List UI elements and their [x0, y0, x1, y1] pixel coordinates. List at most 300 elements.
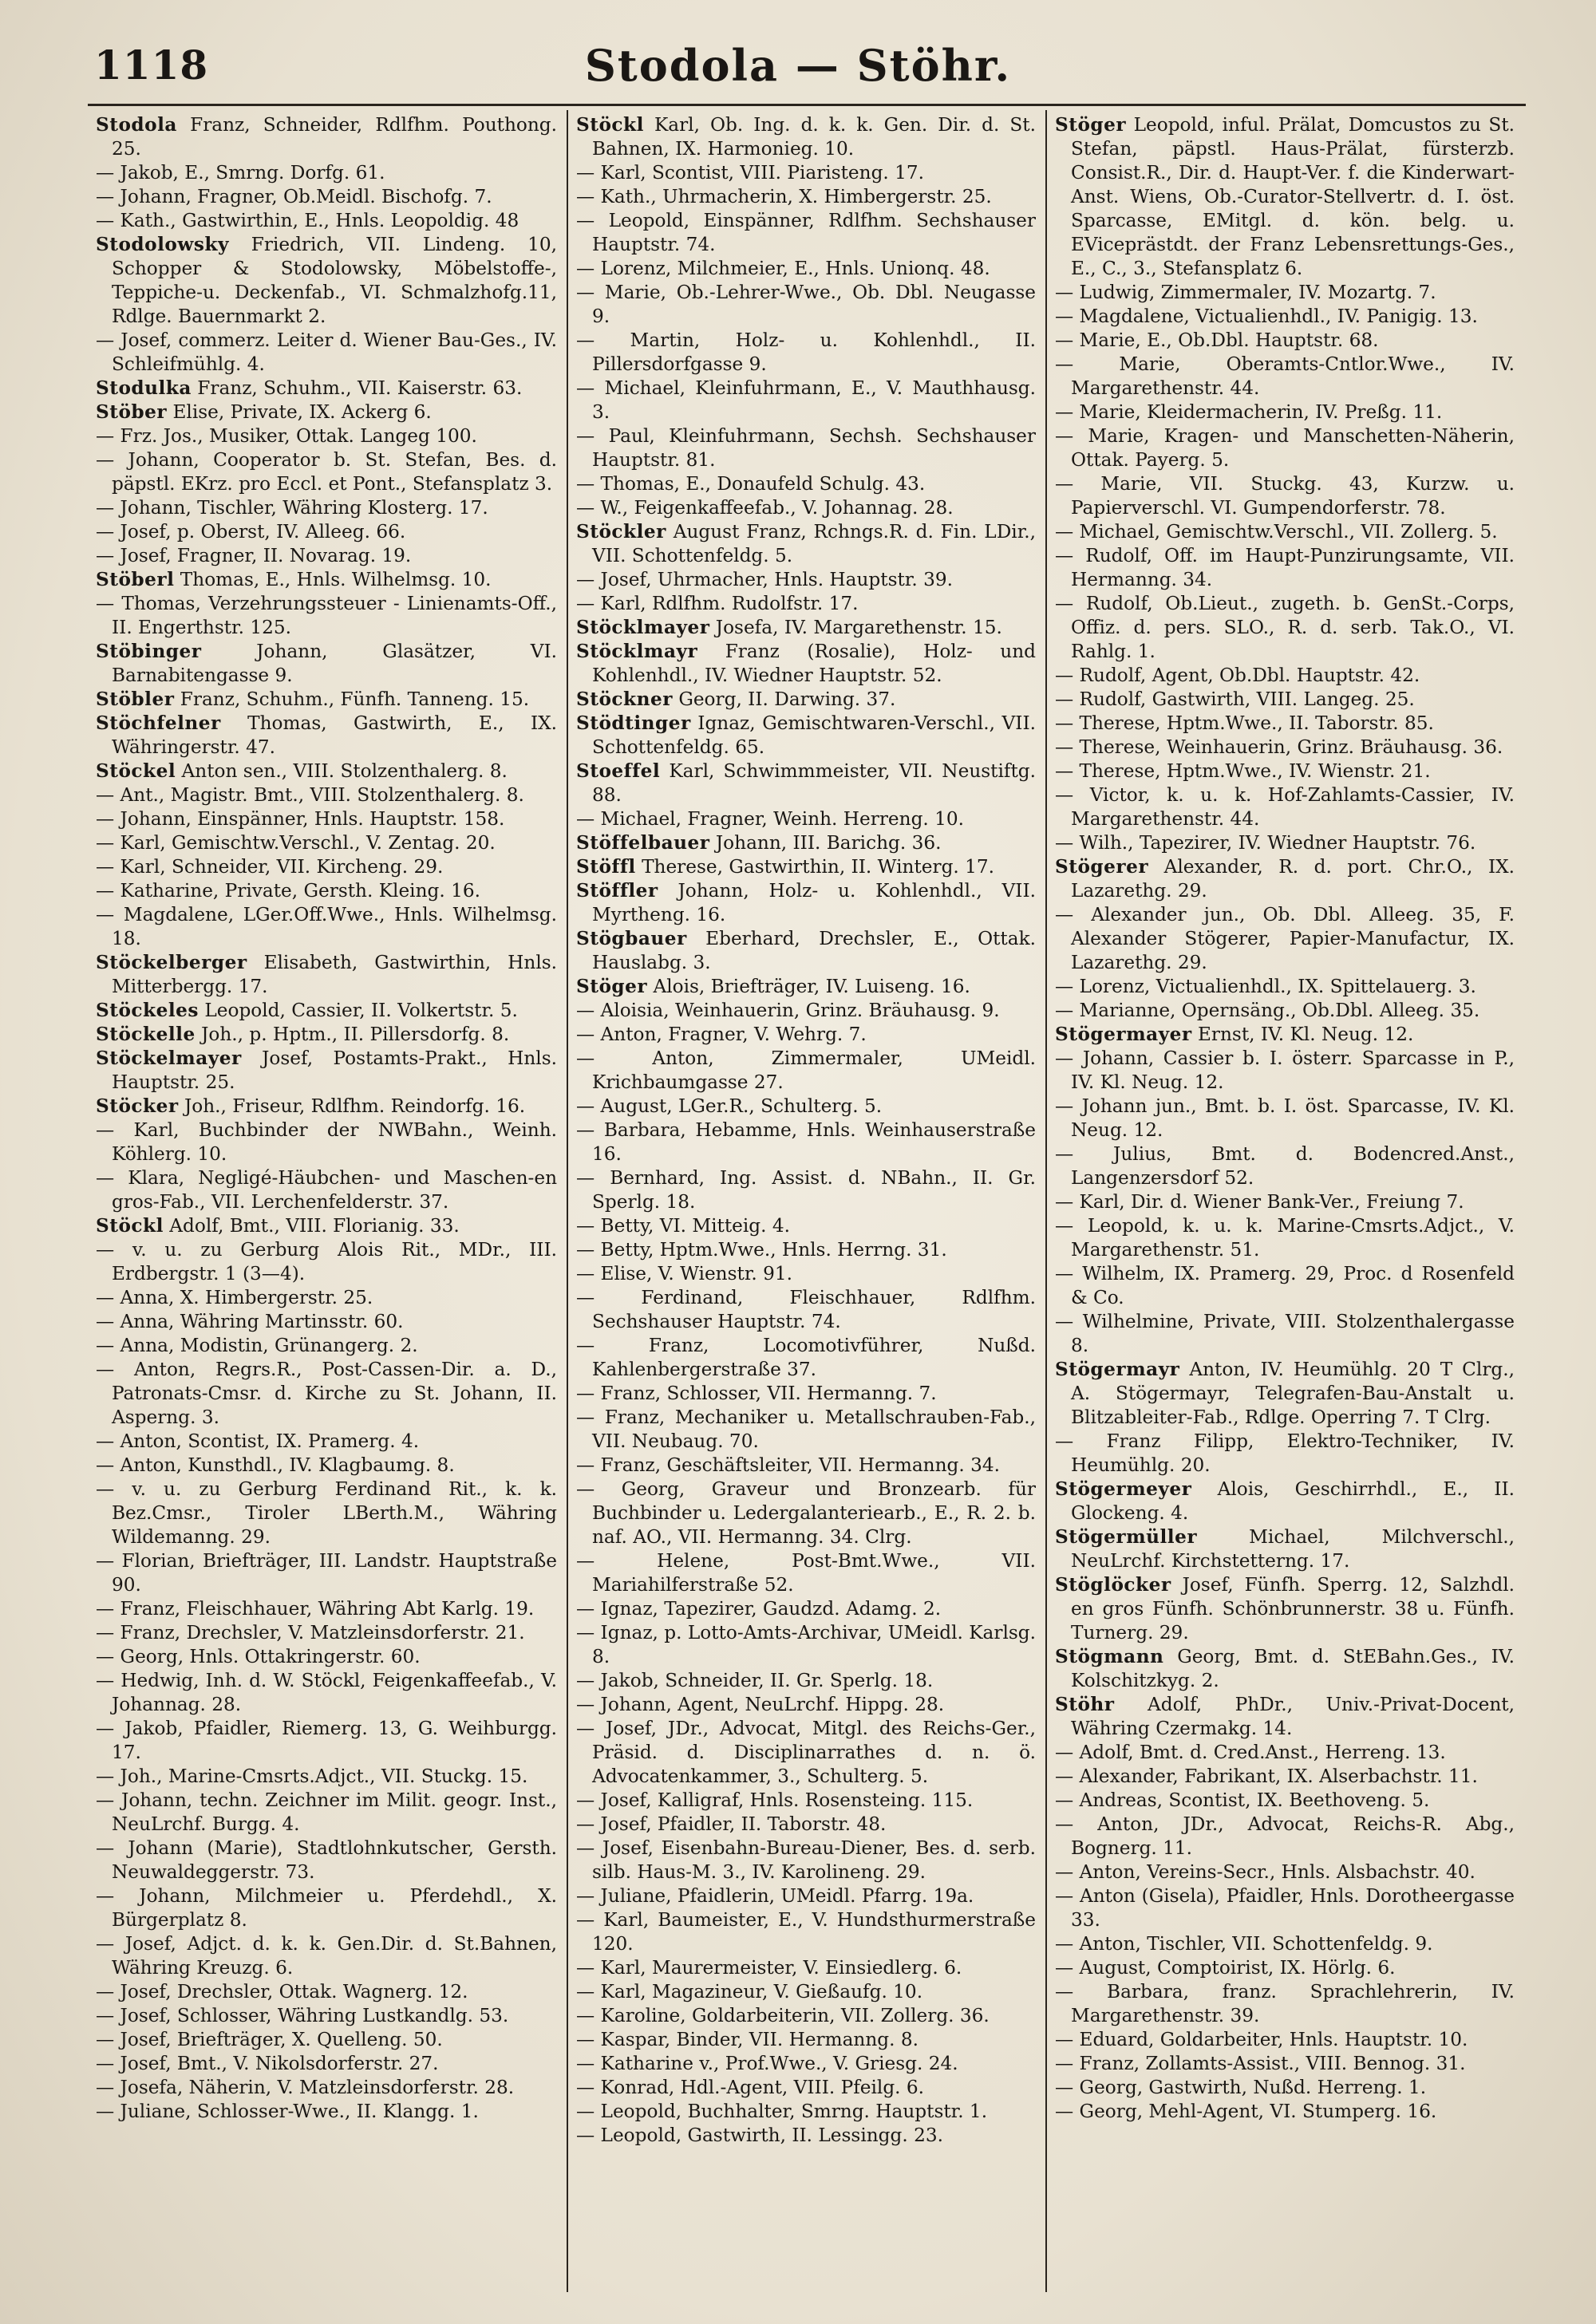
- directory-entry: [576, 2076, 1036, 2100]
- directory-entry: [96, 1932, 557, 1980]
- directory-entry: [96, 712, 557, 760]
- entry-details: — Kath., Gastwirthin, E., Hnls. Leopoldig. 48: [96, 210, 519, 231]
- directory-entry: [96, 568, 557, 592]
- entry-details: — Josef, Schlosser, Währing Lustkandlg. 53.: [96, 2005, 509, 2026]
- entry-surname: Stöffler: [576, 880, 658, 902]
- entry-details: — Karl, Buchbinder der NWBahn., Weinh. Köhlerg. 10.: [96, 1119, 557, 1165]
- directory-entry: [1055, 1860, 1515, 1884]
- entry-details: — Georg, Gastwirth, Nußd. Herreng. 1.: [1055, 2077, 1427, 2098]
- entry-details: — Kath., Uhrmacherin, X. Himbergerstr. 25.: [576, 186, 992, 207]
- entry-details: — Therese, Hptm.Wwe., II. Taborstr. 85.: [1055, 712, 1434, 734]
- entry-details: Franz, Schneider, Rdlfhm. Pouthong. 25.: [112, 114, 557, 160]
- entry-details: — August, Comptoirist, IX. Hörlg. 6.: [1055, 1957, 1396, 1979]
- entry-details: Friedrich, VII. Lindeng. 10, Schopper & Stodolowsky, Möbelstoffe-, Teppiche-u. Deckenfab., VI. Schmalzhofg.11, Rdlge. Bauernmarkt 2.: [112, 234, 557, 327]
- directory-entry: [1055, 1884, 1515, 1932]
- entry-details: — Michael, Fragner, Weinh. Herreng. 10.: [576, 808, 965, 830]
- entry-details: — Anna, Modistin, Grünangerg. 2.: [96, 1335, 418, 1356]
- entry-details: Therese, Gastwirthin, II. Winterg. 17.: [642, 856, 995, 878]
- entry-details: Georg, Bmt. d. StEBahn.Ges., IV. Kolschitzkyg. 2.: [1071, 1646, 1515, 1691]
- directory-entry: [96, 1478, 557, 1549]
- directory-entry: [1055, 1693, 1515, 1741]
- entry-details: — Leopold, Buchhalter, Smrng. Hauptstr. 1.: [576, 2101, 988, 2122]
- directory-entry: [576, 1813, 1036, 1837]
- directory-entry: [96, 688, 557, 712]
- entry-surname: Stöffelbauer: [576, 832, 710, 854]
- directory-entry: [576, 975, 1036, 999]
- entry-details: — Josef, Bmt., V. Nikolsdorferstr. 27.: [96, 2053, 439, 2074]
- directory-entry: [96, 1789, 557, 1837]
- directory-entry: [1055, 400, 1515, 424]
- entry-surname: Stöger: [1055, 114, 1127, 136]
- directory-columns: [88, 110, 1526, 2292]
- directory-entry: [1055, 544, 1515, 592]
- directory-entry: [1055, 760, 1515, 783]
- directory-entry: [576, 113, 1036, 161]
- entry-details: — Frz. Jos., Musiker, Ottak. Langeg 100.: [96, 425, 477, 447]
- entry-details: — Martin, Holz- u. Kohlenhdl., II. Pillersdorfgasse 9.: [576, 329, 1036, 375]
- entry-surname: Stöber: [96, 401, 168, 423]
- directory-entry: [576, 1908, 1036, 1956]
- directory-entry: [576, 1214, 1036, 1238]
- directory-entry: [576, 1166, 1036, 1214]
- entry-details: — Victor, k. u. k. Hof-Zahlamts-Cassier, IV. Margarethenstr. 44.: [1055, 784, 1515, 830]
- directory-entry: [576, 1262, 1036, 1286]
- entry-details: Anton, IV. Heumühlg. 20 T Clrg., A. Stögermayr, Telegrafen-Bau-Anstalt u. Blitzableiter-Fab., Rdlge. Operring 7. T Clrg.: [1071, 1359, 1515, 1428]
- column-2: [567, 110, 1045, 2292]
- entry-details: Alois, Briefträger, IV. Luiseng. 16.: [653, 976, 970, 997]
- directory-entry: [576, 424, 1036, 472]
- entry-details: Ernst, IV. Kl. Neug. 12.: [1197, 1024, 1414, 1045]
- entry-surname: Stöger: [576, 976, 648, 997]
- entry-surname: Stögerer: [1055, 856, 1149, 878]
- directory-entry: [96, 161, 557, 185]
- entry-surname: Stödtinger: [576, 712, 691, 734]
- entry-details: — Anton (Gisela), Pfaidler, Hnls. Dorotheergasse 33.: [1055, 1885, 1515, 1931]
- directory-entry: [1055, 305, 1515, 329]
- directory-entry: [96, 1884, 557, 1932]
- entry-details: — Johann jun., Bmt. b. I. öst. Sparcasse, IV. Kl. Neug. 12.: [1055, 1095, 1515, 1141]
- entry-details: Elisabeth, Gastwirthin, Hnls. Mitterbergg. 17.: [112, 952, 558, 997]
- entry-details: — Juliane, Pfaidlerin, UMeidl. Pfarrg. 19a.: [576, 1885, 974, 1907]
- running-head: Stodola — Stöhr.: [584, 40, 1012, 91]
- entry-details: — Anton, Scontist, IX. Pramerg. 4.: [96, 1430, 420, 1452]
- directory-entry: [576, 209, 1036, 257]
- entry-details: — Anna, X. Himbergerstr. 25.: [96, 1287, 373, 1308]
- directory-entry: [576, 1621, 1036, 1669]
- directory-entry: [576, 1382, 1036, 1406]
- directory-entry: [1055, 1813, 1515, 1860]
- directory-entry: [96, 496, 557, 520]
- entry-details: Franz, Schuhm., VII. Kaiserstr. 63.: [197, 377, 523, 399]
- directory-entry: [576, 640, 1036, 688]
- directory-entry: [96, 1310, 557, 1334]
- directory-entry: [1055, 688, 1515, 712]
- entry-details: — Florian, Briefträger, III. Landstr. Hauptstraße 90.: [96, 1550, 557, 1596]
- entry-details: — Johann, techn. Zeichner im Milit. geogr. Inst., NeuLrchf. Burgg. 4.: [96, 1789, 557, 1835]
- directory-entry: [1055, 1142, 1515, 1190]
- entry-details: — Jakob, Schneider, II. Gr. Sperlg. 18.: [576, 1670, 934, 1691]
- directory-entry: [1055, 1430, 1515, 1478]
- entry-details: Johann, III. Barichg. 36.: [715, 832, 942, 854]
- directory-entry: [96, 1334, 557, 1358]
- directory-entry: [96, 448, 557, 496]
- directory-entry: [576, 879, 1036, 927]
- entry-details: Elise, Private, IX. Ackerg 6.: [172, 401, 432, 423]
- directory-entry: [96, 1645, 557, 1669]
- entry-details: — Georg, Graveur und Bronzearb. für Buchbinder u. Ledergalanteriearb., E., R. 2. b. naf. AO., VII. Hermanng. 34. Clrg.: [576, 1478, 1036, 1548]
- directory-entry: [576, 1549, 1036, 1597]
- entry-details: — Anton, Vereins-Secr., Hnls. Alsbachstr. 40.: [1055, 1861, 1476, 1883]
- directory-entry: [576, 688, 1036, 712]
- directory-entry: [576, 281, 1036, 329]
- directory-entry: [96, 903, 557, 951]
- directory-entry: [576, 1095, 1036, 1119]
- entry-details: — Josef, Drechsler, Ottak. Wagnerg. 12.: [96, 1981, 468, 2002]
- entry-surname: Stöbler: [96, 689, 175, 710]
- directory-entry: [96, 879, 557, 903]
- entry-surname: Stöckel: [96, 760, 176, 782]
- directory-entry: [576, 712, 1036, 760]
- directory-entry: [576, 1597, 1036, 1621]
- directory-entry: [576, 1717, 1036, 1789]
- entry-details: — v. u. zu Gerburg Alois Rit., MDr., III. Erdbergstr. 1 (3—4).: [96, 1239, 557, 1284]
- entry-surname: Stöckl: [96, 1215, 164, 1237]
- directory-entry: [576, 329, 1036, 377]
- entry-details: Thomas, Gastwirth, E., IX. Währingerstr. 47.: [112, 712, 557, 758]
- directory-entry: [96, 831, 557, 855]
- directory-entry: [96, 1166, 557, 1214]
- entry-surname: Stögmann: [1055, 1646, 1164, 1667]
- entry-surname: Stöckelmayer: [96, 1048, 242, 1069]
- directory-entry: [1055, 1765, 1515, 1789]
- directory-entry: [96, 1837, 557, 1884]
- entry-details: — Helene, Post-Bmt.Wwe., VII. Mariahilferstraße 52.: [576, 1550, 1036, 1596]
- entry-details: — Johann, Tischler, Währing Klosterg. 17.: [96, 497, 488, 519]
- entry-details: — Karoline, Goldarbeiterin, VII. Zollerg. 36.: [576, 2005, 990, 2026]
- directory-entry: [576, 1837, 1036, 1884]
- directory-entry: [576, 1334, 1036, 1382]
- directory-entry: [576, 1956, 1036, 1980]
- directory-entry: [1055, 1573, 1515, 1645]
- directory-entry: [576, 1693, 1036, 1717]
- directory-entry: [1055, 1645, 1515, 1693]
- entry-details: — Ferdinand, Fleischhauer, Rdlfhm. Sechshauser Hauptstr. 74.: [576, 1287, 1036, 1332]
- directory-entry: [1055, 424, 1515, 472]
- directory-entry: [96, 760, 557, 783]
- directory-entry: [576, 520, 1036, 568]
- entry-surname: Stöckner: [576, 689, 673, 710]
- entry-details: — Barbara, franz. Sprachlehrerin, IV. Margarethenstr. 39.: [1055, 1981, 1515, 2026]
- entry-surname: Stöcker: [96, 1095, 179, 1117]
- entry-surname: Stodolowsky: [96, 234, 229, 255]
- entry-details: — Josef, Pfaidler, II. Taborstr. 48.: [576, 1813, 887, 1835]
- directory-entry: [1055, 1047, 1515, 1095]
- entry-details: — Anton, Fragner, V. Wehrg. 7.: [576, 1024, 867, 1045]
- directory-entry: [576, 855, 1036, 879]
- entry-details: — Wilhelm, IX. Pramerg. 29, Proc. d Rosenfeld & Co.: [1055, 1263, 1515, 1308]
- directory-entry: [96, 544, 557, 568]
- directory-entry: [576, 377, 1036, 424]
- entry-surname: Stodulka: [96, 377, 192, 399]
- entry-surname: Stöglöcker: [1055, 1574, 1171, 1596]
- entry-details: — Georg, Hnls. Ottakringerstr. 60.: [96, 1646, 421, 1667]
- entry-details: — Franz, Geschäftsleiter, VII. Hermanng. 34.: [576, 1454, 1000, 1476]
- header-rule: [88, 104, 1526, 106]
- directory-entry: [96, 1095, 557, 1119]
- directory-entry: [576, 2052, 1036, 2076]
- entry-details: — W., Feigenkaffeefab., V. Johannag. 28.: [576, 497, 954, 519]
- entry-details: — Lorenz, Victualienhdl., IX. Spittelauerg. 3.: [1055, 976, 1476, 997]
- entry-details: — Jakob, E., Smrng. Dorfg. 61.: [96, 162, 385, 183]
- directory-entry: [1055, 2076, 1515, 2100]
- page-number: 1118: [94, 41, 209, 89]
- directory-entry: [96, 209, 557, 233]
- directory-entry: [1055, 1023, 1515, 1047]
- entry-details: — Josef, Fragner, II. Novarag. 19.: [96, 545, 412, 566]
- entry-surname: Stögermüller: [1055, 1526, 1198, 1548]
- entry-details: — Thomas, Verzehrungssteuer - Linienamts-Off., II. Engerthstr. 125.: [96, 593, 557, 638]
- directory-entry: [96, 1286, 557, 1310]
- entry-details: — Anton, JDr., Advocat, Reichs-R. Abg., Bognerg. 11.: [1055, 1813, 1515, 1859]
- directory-entry: [576, 496, 1036, 520]
- directory-entry: [576, 2028, 1036, 2052]
- entry-details: Karl, Schwimmmeister, VII. Neustiftg. 88.: [592, 760, 1036, 806]
- entry-details: — Georg, Mehl-Agent, VI. Stumperg. 16.: [1055, 2101, 1437, 2122]
- entry-details: — Magdalene, Victualienhdl., IV. Panigig. 13.: [1055, 306, 1478, 327]
- directory-entry: [96, 1549, 557, 1597]
- entry-details: — Anton, Kunsthdl., IV. Klagbaumg. 8.: [96, 1454, 455, 1476]
- directory-entry: [1055, 2052, 1515, 2076]
- entry-surname: Stögermayr: [1055, 1359, 1180, 1380]
- entry-details: Thomas, E., Hnls. Wilhelmsg. 10.: [180, 569, 492, 590]
- directory-entry: [96, 1717, 557, 1765]
- entry-details: — Thomas, E., Donaufeld Schulg. 43.: [576, 473, 926, 495]
- entry-details: — Leopold, Einspänner, Rdlfhm. Sechshauser Hauptstr. 74.: [576, 210, 1036, 255]
- directory-entry: [1055, 999, 1515, 1023]
- directory-entry: [1055, 1741, 1515, 1765]
- directory-entry: [576, 1023, 1036, 1047]
- entry-details: Ignaz, Gemischtwaren-Verschl., VII. Schottenfeldg. 65.: [592, 712, 1036, 758]
- entry-details: — Karl, Dir. d. Wiener Bank-Ver., Freiung 7.: [1055, 1191, 1464, 1213]
- directory-entry: [96, 1023, 557, 1047]
- entry-details: — Johann, Milchmeier u. Pferdehdl., X. Bürgerplatz 8.: [96, 1885, 557, 1931]
- entry-details: — Anton, Tischler, VII. Schottenfeldg. 9.: [1055, 1933, 1433, 1955]
- entry-surname: Stögermeyer: [1055, 1478, 1192, 1500]
- entry-details: — Leopold, Gastwirth, II. Lessingg. 23.: [576, 2125, 943, 2146]
- directory-entry: [96, 783, 557, 807]
- entry-details: Michael, Milchverschl., NeuLrchf. Kirchstetterng. 17.: [1071, 1526, 1515, 1572]
- entry-details: Leopold, Cassier, II. Volkertstr. 5.: [204, 1000, 518, 1021]
- directory-entry: [96, 2100, 557, 2124]
- entry-details: August Franz, Rchngs.R. d. Fin. LDir., VII. Schottenfeldg. 5.: [592, 521, 1036, 566]
- entry-details: — Aloisia, Weinhauerin, Grinz. Bräuhausg. 9.: [576, 1000, 1000, 1021]
- entry-details: — Ignaz, p. Lotto-Amts-Archivar, UMeidl. Karlsg. 8.: [576, 1622, 1036, 1667]
- entry-details: — Barbara, Hebamme, Hnls. Weinhauserstraße 16.: [576, 1119, 1036, 1165]
- directory-entry: [1055, 1214, 1515, 1262]
- entry-details: — Josef, p. Oberst, IV. Alleeg. 66.: [96, 521, 406, 543]
- directory-entry: [576, 161, 1036, 185]
- entry-details: — Eduard, Goldarbeiter, Hnls. Hauptstr. 10.: [1055, 2029, 1468, 2050]
- entry-details: Adolf, Bmt., VIII. Florianig. 33.: [169, 1215, 460, 1237]
- directory-entry: [96, 1597, 557, 1621]
- directory-entry: [1055, 1789, 1515, 1813]
- entry-details: — Marie, Ob.-Lehrer-Wwe., Ob. Dbl. Neugasse 9.: [576, 282, 1036, 327]
- directory-entry: [576, 760, 1036, 807]
- entry-details: — Rudolf, Off. im Haupt-Punzirungsamte, VII. Hermanng. 34.: [1055, 545, 1515, 590]
- entry-surname: Stöhr: [1055, 1694, 1115, 1715]
- entry-details: Joh., p. Hptm., II. Pillersdorfg. 8.: [201, 1024, 510, 1045]
- entry-details: — Ignaz, Tapezirer, Gaudzd. Adamg. 2.: [576, 1598, 942, 1620]
- entry-details: — Karl, Scontist, VIII. Piaristeng. 17.: [576, 162, 925, 183]
- entry-surname: Stöckler: [576, 521, 666, 543]
- directory-entry: [576, 1047, 1036, 1095]
- directory-entry: [96, 520, 557, 544]
- entry-details: Franz (Rosalie), Holz- und Kohlenhdl., IV. Wiedner Hauptstr. 52.: [592, 641, 1037, 686]
- directory-entry: [576, 185, 1036, 209]
- entry-details: — Wilhelmine, Private, VIII. Stolzenthalergasse 8.: [1055, 1311, 1515, 1356]
- entry-details: Josef, Fünfh. Sperrg. 12, Salzhdl. en gros Fünfh. Schönbrunnerstr. 38 u. Fünfh. Turnerg. 29.: [1071, 1574, 1515, 1643]
- entry-details: — Klara, Negligé-Häubchen- und Maschen-en gros-Fab., VII. Lerchenfelderstr. 37.: [96, 1167, 557, 1213]
- directory-entry: [576, 1478, 1036, 1549]
- entry-details: — Lorenz, Milchmeier, E., Hnls. Unionq. 48.: [576, 258, 990, 279]
- entry-details: — Wilh., Tapezirer, IV. Wiedner Hauptstr. 76.: [1055, 832, 1476, 854]
- directory-entry: [96, 1621, 557, 1645]
- entry-details: — Marianne, Opernsäng., Ob.Dbl. Alleeg. 35.: [1055, 1000, 1480, 1021]
- entry-details: Joh., Friseur, Rdlfhm. Reindorfg. 16.: [184, 1095, 526, 1117]
- directory-entry: [1055, 1932, 1515, 1956]
- entry-details: — Josef, Adjct. d. k. k. Gen.Dir. d. St.Bahnen, Währing Kreuzg. 6.: [96, 1933, 557, 1979]
- directory-entry: [576, 807, 1036, 831]
- entry-details: Johann, Glasätzer, VI. Barnabitengasse 9.: [112, 641, 557, 686]
- entry-details: — Michael, Gemischtw.Verschl., VII. Zollerg. 5.: [1055, 521, 1498, 543]
- entry-surname: Stöckelberger: [96, 952, 247, 973]
- directory-entry: [96, 592, 557, 640]
- entry-details: — Betty, Hptm.Wwe., Hnls. Herrng. 31.: [576, 1239, 947, 1261]
- entry-details: — Karl, Baumeister, E., V. Hundsthurmerstraße 120.: [576, 1909, 1036, 1955]
- entry-details: — Magdalene, LGer.Off.Wwe., Hnls. Wilhelmsg. 18.: [96, 904, 557, 949]
- directory-entry: [576, 1286, 1036, 1334]
- entry-details: — Josef, Briefträger, X. Quelleng. 50.: [96, 2029, 443, 2050]
- entry-details: — Marie, Kleidermacherin, IV. Preßg. 11.: [1055, 401, 1443, 423]
- entry-surname: Stöckelle: [96, 1024, 196, 1045]
- directory-entry: [96, 2052, 557, 2076]
- column-3: [1045, 110, 1524, 2292]
- directory-entry: [576, 257, 1036, 281]
- column-1: [88, 110, 567, 2292]
- entry-details: — Karl, Gemischtw.Verschl., V. Zentag. 20.: [96, 832, 496, 854]
- directory-entry: [96, 233, 557, 329]
- entry-surname: Stögermayer: [1055, 1024, 1192, 1045]
- entry-details: Anton sen., VIII. Stolzenthalerg. 8.: [181, 760, 508, 782]
- entry-details: — Juliane, Schlosser-Wwe., II. Klangg. 1.: [96, 2101, 479, 2122]
- entry-details: — Leopold, k. u. k. Marine-Cmsrts.Adjct., V. Margarethenstr. 51.: [1055, 1215, 1515, 1261]
- directory-entry: [576, 927, 1036, 975]
- directory-entry: [576, 568, 1036, 592]
- directory-entry: [96, 1214, 557, 1238]
- entry-details: — Rudolf, Gastwirth, VIII. Langeg. 25.: [1055, 689, 1415, 710]
- entry-details: — Elise, V. Wienstr. 91.: [576, 1263, 792, 1284]
- entry-details: Georg, II. Darwing. 37.: [678, 689, 896, 710]
- entry-details: — Johann (Marie), Stadtlohnkutscher, Gersth. Neuwaldeggerstr. 73.: [96, 1837, 557, 1883]
- entry-details: — Josef, JDr., Advocat, Mitgl. des Reichs-Ger., Präsid. d. Disciplinarrathes d. n. ö. Advocatenkammer, 3., Schulterg. 5.: [576, 1718, 1036, 1787]
- directory-entry: [576, 1454, 1036, 1478]
- directory-entry: [576, 1238, 1036, 1262]
- directory-entry: [576, 1119, 1036, 1166]
- entry-details: — Anna, Währing Martinsstr. 60.: [96, 1311, 404, 1332]
- directory-entry: [1055, 783, 1515, 831]
- entry-details: — v. u. zu Gerburg Ferdinand Rit., k. k. Bez.Cmsr., Tiroler LBerth.M., Währing Wildemanng. 29.: [96, 1478, 557, 1548]
- directory-entry: [1055, 1310, 1515, 1358]
- entry-details: — Johann, Agent, NeuLrchf. Hippg. 28.: [576, 1694, 945, 1715]
- directory-entry: [96, 855, 557, 879]
- entry-details: — Karl, Maurermeister, V. Einsiedlerg. 6.: [576, 1957, 962, 1979]
- entry-details: — Andreas, Scontist, IX. Beethoveng. 5.: [1055, 1789, 1430, 1811]
- directory-entry: [576, 592, 1036, 616]
- directory-entry: [96, 1358, 557, 1430]
- entry-surname: Stöckeles: [96, 1000, 199, 1021]
- entry-details: Adolf, PhDr., Univ.-Privat-Docent, Währing Czermakg. 14.: [1071, 1694, 1515, 1739]
- directory-entry: [1055, 353, 1515, 400]
- entry-details: — Johann, Cassier b. I. österr. Sparcasse in P., IV. Kl. Neug. 12.: [1055, 1048, 1515, 1093]
- directory-entry: [1055, 520, 1515, 544]
- entry-details: Josef, Postamts-Prakt., Hnls. Hauptstr. 25.: [112, 1048, 557, 1093]
- directory-entry: [96, 951, 557, 999]
- directory-entry: [96, 1454, 557, 1478]
- entry-details: — Marie, Oberamts-Cntlor.Wwe., IV. Margarethenstr. 44.: [1055, 353, 1515, 399]
- entry-details: — Josef, Eisenbahn-Bureau-Diener, Bes. d. serb. silb. Haus-M. 3., IV. Karolineng. 29.: [576, 1837, 1036, 1883]
- entry-details: — Marie, E., Ob.Dbl. Hauptstr. 68.: [1055, 329, 1379, 351]
- entry-details: — Anton, Zimmermaler, UMeidl. Krichbaumgasse 27.: [576, 1048, 1036, 1093]
- entry-details: — Alexander, Fabrikant, IX. Alserbachstr. 11.: [1055, 1766, 1478, 1787]
- entry-details: Karl, Ob. Ing. d. k. k. Gen. Dir. d. St. Bahnen, IX. Harmonieg. 10.: [592, 114, 1036, 160]
- entry-details: — Bernhard, Ing. Assist. d. NBahn., II. Gr. Sperlg. 18.: [576, 1167, 1036, 1213]
- entry-surname: Stöcklmayer: [576, 617, 710, 638]
- directory-entry: [1055, 329, 1515, 353]
- entry-details: — Betty, VI. Mitteig. 4.: [576, 1215, 791, 1237]
- directory-entry: [1055, 1478, 1515, 1525]
- directory-entry: [96, 1765, 557, 1789]
- directory-entry: [1055, 1190, 1515, 1214]
- entry-details: Alexander, R. d. port. Chr.O., IX. Lazarethg. 29.: [1071, 856, 1515, 902]
- directory-entry: [96, 377, 557, 400]
- directory-entry: [96, 1047, 557, 1095]
- entry-surname: Stöchfelner: [96, 712, 221, 734]
- entry-details: — Johann, Einspänner, Hnls. Hauptstr. 158.: [96, 808, 505, 830]
- entry-details: Alois, Geschirrhdl., E., II. Glockeng. 4.: [1071, 1478, 1515, 1524]
- entry-details: Franz, Schuhm., Fünfh. Tanneng. 15.: [180, 689, 530, 710]
- entry-details: — Anton, Regrs.R., Post-Cassen-Dir. a. D., Patronats-Cmsr. d. Kirche zu St. Johann, II. Asperng. 3.: [96, 1359, 557, 1428]
- entry-details: — Katharine, Private, Gersth. Kleing. 16.: [96, 880, 480, 902]
- directory-entry: [576, 2004, 1036, 2028]
- entry-details: — Paul, Kleinfuhrmann, Sechsh. Sechshauser Hauptstr. 81.: [576, 425, 1036, 471]
- entry-details: — Hedwig, Inh. d. W. Stöckl, Feigenkaffeefab., V. Johannag. 28.: [96, 1670, 557, 1715]
- entry-surname: Stöffl: [576, 856, 636, 878]
- directory-entry: [96, 640, 557, 688]
- entry-details: — Karl, Magazineur, V. Gießaufg. 10.: [576, 1981, 923, 2002]
- directory-entry: [576, 999, 1036, 1023]
- directory-entry: [1055, 113, 1515, 281]
- directory-entry: [1055, 472, 1515, 520]
- directory-entry: [1055, 975, 1515, 999]
- entry-details: — Johann, Fragner, Ob.Meidl. Bischofg. 7.: [96, 186, 492, 207]
- entry-details: — Kaspar, Binder, VII. Hermanng. 8.: [576, 2029, 918, 2050]
- entry-details: — Marie, Kragen- und Manschetten-Näherin, Ottak. Payerg. 5.: [1055, 425, 1515, 471]
- entry-details: — Josef, Kalligraf, Hnls. Rosensteing. 115.: [576, 1789, 974, 1811]
- directory-entry: [576, 616, 1036, 640]
- entry-details: — Therese, Hptm.Wwe., IV. Wienstr. 21.: [1055, 760, 1431, 782]
- entry-details: — August, LGer.R., Schulterg. 5.: [576, 1095, 883, 1117]
- entry-surname: Stöbinger: [96, 641, 202, 662]
